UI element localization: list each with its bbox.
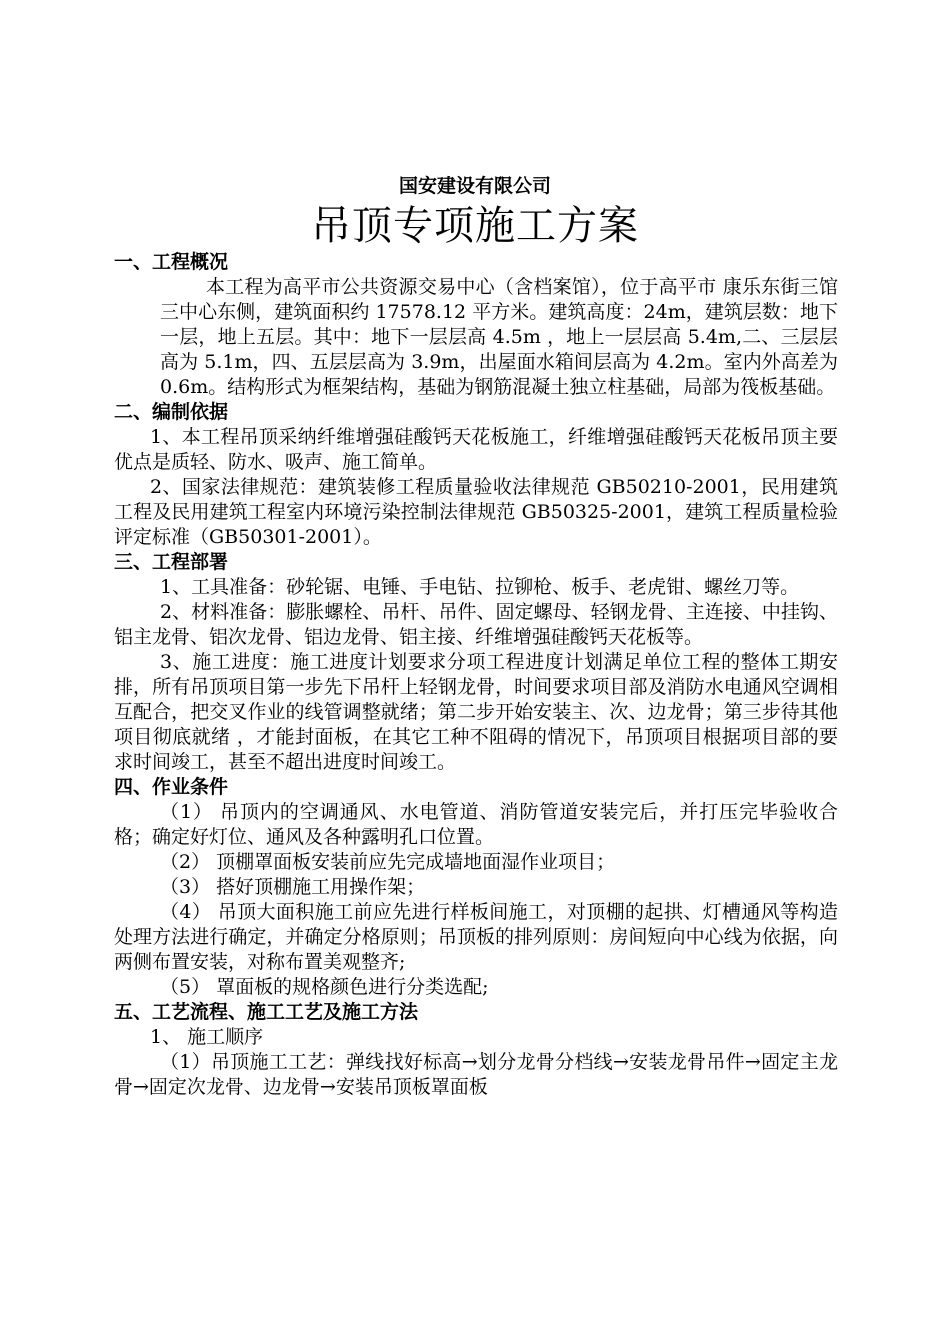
deployment-paragraph-3: 3、施工进度：施工进度计划要求分项工程进度计划满足单位工程的整体工期安排，所有吊顶项目第一步先下吊杆上轻钢龙骨，时间要求项目部及消防水电通风空调相互配合，把交叉作业的线管调整就绪；第二步开始安装主、次、边龙骨；第三步待其他项目彻底就绪 ，才能封面板，在其它工种不阻碍的情况下，吊顶项目根据项目部的要求时间竣工，甚至不超出进度时间竣工。: [114, 651, 838, 773]
basis-paragraph-2: 2、国家法律规范：建筑装修工程质量验收法律规范 GB50210-2001，民用建筑工程及民用建筑工程室内环境污染控制法律规范 GB50325-2001，建筑工程质量检验评定标准（GB50301-2001）。: [114, 476, 838, 548]
company-name: 国安建设有限公司: [398, 175, 551, 197]
section-heading-basis: 二、编制依据: [114, 401, 229, 423]
overview-block: [114, 275, 838, 400]
conditions-item-5: （5） 罩面板的规格颜色进行分类选配;: [160, 976, 489, 998]
deployment-paragraph-2: 2、材料准备：膨胀螺栓、吊杆、吊件、固定螺母、轻钢龙骨、主连接、中挂钩、铝主龙骨、铝次龙骨、铝边龙骨、铝主接、纤维增强硅酸钙天花板等。: [114, 601, 838, 648]
section-heading-process: 五、工艺流程、施工工艺及施工方法: [114, 1001, 419, 1023]
basis-paragraph-1: 1、本工程吊顶采纳纤维增强硅酸钙天花板施工，纤维增强硅酸钙天花板吊顶主要优点是质轻、防水、吸声、施工简单。: [114, 426, 838, 473]
section-heading-overview: 一、工程概况: [114, 251, 229, 273]
conditions-item-4: （4） 吊顶大面积施工前应先进行样板间施工，对顶棚的起拱、灯槽通风等构造处理方法进行确定，并确定分格原则；吊顶板的排列原则：房间短向中心线为依据，向两侧布置安装，对称布置美观整齐;: [114, 901, 838, 973]
deployment-paragraph-1: 1、工具准备：砂轮锯、电锤、手电钻、拉铆枪、板手、老虎钳、螺丝刀等。: [160, 576, 800, 598]
process-subheading: 1、 施工顺序: [150, 1026, 264, 1048]
overview-paragraph: 本工程为高平市公共资源交易中心（含档案馆），位于高平市 康乐东街三馆三中心东侧，建筑面积约 17578.12 平方米。建筑高度：24m，建筑层数：地下一层，地上五层。其中：地下一层层高 4.5m ，地上一层层高 5.4m,二、三层层高为 5.1m，四、五层层高为 3.9m，出屋面水箱间层高为 4.2m。室内外高差为 0.6m。结构形式为框架结构，基础为钢筋混凝土独立柱基础，局部为筏板基础。: [160, 276, 838, 398]
document-body: [114, 250, 838, 1100]
conditions-item-2: （2） 顶棚罩面板安装前应先完成墙地面湿作业项目；: [160, 851, 616, 873]
conditions-item-3: （3） 搭好顶棚施工用操作架；: [160, 876, 426, 898]
section-heading-conditions: 四、作业条件: [114, 776, 229, 798]
process-paragraph-1: （1）吊顶施工工艺：弹线找好标高→划分龙骨分档线→安装龙骨吊件→固定主龙骨→固定次龙骨、边龙骨→安装吊顶板罩面板: [114, 1051, 838, 1098]
section-heading-deployment: 三、工程部署: [114, 551, 229, 573]
conditions-item-1: （1） 吊顶内的空调通风、水电管道、消防管道安装完后，并打压完毕验收合格；确定好灯位、通风及各种露明孔口位置。: [114, 801, 838, 848]
document-title: 吊顶专项施工方案: [311, 203, 639, 249]
